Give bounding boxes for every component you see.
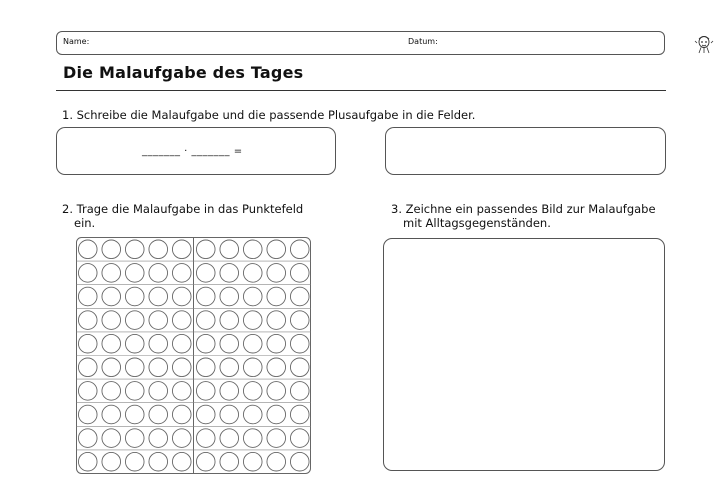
dot-circle[interactable] bbox=[290, 429, 309, 448]
dot-circle[interactable] bbox=[290, 334, 309, 353]
dot-circle[interactable] bbox=[267, 334, 286, 353]
dot-circle[interactable] bbox=[290, 311, 309, 330]
dot-circle[interactable] bbox=[290, 452, 309, 471]
task-2-instruction bbox=[62, 202, 303, 230]
dot-circle[interactable] bbox=[149, 382, 168, 401]
dot-field[interactable] bbox=[76, 237, 312, 475]
task-1-instruction: 1. Schreibe die Malaufgabe und die passende Plusaufgabe in die Felder. bbox=[62, 108, 476, 122]
dot-circle[interactable] bbox=[196, 382, 215, 401]
dot-circle[interactable] bbox=[220, 264, 239, 283]
task-3-line-1: 3. Zeichne ein passendes Bild zur Malaufgabe bbox=[391, 202, 656, 216]
dot-circle[interactable] bbox=[102, 334, 121, 353]
dot-circle[interactable] bbox=[78, 311, 97, 330]
dot-circle[interactable] bbox=[243, 452, 262, 471]
dot-circle[interactable] bbox=[125, 311, 144, 330]
dot-circle[interactable] bbox=[149, 452, 168, 471]
task-2-line-1: 2. Trage die Malaufgabe in das Punktefeld bbox=[62, 202, 304, 216]
dot-circle[interactable] bbox=[220, 311, 239, 330]
dot-circle[interactable] bbox=[220, 382, 239, 401]
dot-circle[interactable] bbox=[243, 405, 262, 424]
task-2-line-2: ein. bbox=[74, 216, 96, 230]
mascot-icon bbox=[693, 34, 715, 54]
dot-circle[interactable] bbox=[149, 240, 168, 259]
drawing-area[interactable] bbox=[383, 238, 665, 471]
dot-circle[interactable] bbox=[172, 405, 191, 424]
dot-circle[interactable] bbox=[267, 452, 286, 471]
name-label: Name: bbox=[63, 37, 90, 46]
dot-circle[interactable] bbox=[196, 358, 215, 377]
dot-circle[interactable] bbox=[149, 358, 168, 377]
dot-circle[interactable] bbox=[125, 452, 144, 471]
dot-circle[interactable] bbox=[149, 429, 168, 448]
dot-circle[interactable] bbox=[172, 287, 191, 306]
date-label: Datum: bbox=[408, 37, 438, 46]
dot-circle[interactable] bbox=[220, 358, 239, 377]
dot-circle[interactable] bbox=[172, 429, 191, 448]
dot-circle[interactable] bbox=[267, 405, 286, 424]
dot-circle[interactable] bbox=[290, 240, 309, 259]
dot-circle[interactable] bbox=[290, 287, 309, 306]
dot-circle[interactable] bbox=[125, 264, 144, 283]
dot-circle[interactable] bbox=[125, 358, 144, 377]
dot-circle[interactable] bbox=[125, 334, 144, 353]
header-box bbox=[56, 31, 665, 55]
dot-circle[interactable] bbox=[172, 264, 191, 283]
dot-circle[interactable] bbox=[125, 287, 144, 306]
addition-answer-box[interactable] bbox=[385, 127, 666, 175]
dot-circle[interactable] bbox=[267, 311, 286, 330]
dot-circle[interactable] bbox=[267, 429, 286, 448]
dot-circle[interactable] bbox=[78, 334, 97, 353]
dot-circle[interactable] bbox=[102, 452, 121, 471]
dot-circle[interactable] bbox=[196, 429, 215, 448]
dot-circle[interactable] bbox=[267, 382, 286, 401]
dot-circle[interactable] bbox=[149, 334, 168, 353]
dot-circle[interactable] bbox=[220, 287, 239, 306]
dot-circle[interactable] bbox=[267, 264, 286, 283]
dot-circle[interactable] bbox=[125, 405, 144, 424]
dot-circle[interactable] bbox=[102, 405, 121, 424]
dot-circle[interactable] bbox=[243, 287, 262, 306]
page-title: Die Malaufgabe des Tages bbox=[63, 63, 304, 82]
dot-circle[interactable] bbox=[267, 358, 286, 377]
dot-circle[interactable] bbox=[267, 287, 286, 306]
dot-circle[interactable] bbox=[149, 405, 168, 424]
dot-circle[interactable] bbox=[290, 382, 309, 401]
dot-circle[interactable] bbox=[243, 358, 262, 377]
dot-circle[interactable] bbox=[78, 382, 97, 401]
dot-circle[interactable] bbox=[220, 334, 239, 353]
dot-circle[interactable] bbox=[220, 405, 239, 424]
dot-circle[interactable] bbox=[243, 240, 262, 259]
dot-circle[interactable] bbox=[243, 429, 262, 448]
dot-circle[interactable] bbox=[78, 429, 97, 448]
task-3-instruction bbox=[391, 202, 656, 230]
dot-circle[interactable] bbox=[172, 382, 191, 401]
dot-circle[interactable] bbox=[102, 358, 121, 377]
dot-circle[interactable] bbox=[196, 240, 215, 259]
title-divider bbox=[56, 90, 666, 91]
dot-circle[interactable] bbox=[78, 405, 97, 424]
dot-circle[interactable] bbox=[78, 264, 97, 283]
dot-circle[interactable] bbox=[196, 334, 215, 353]
dot-circle[interactable] bbox=[125, 382, 144, 401]
dot-circle[interactable] bbox=[290, 358, 309, 377]
dot-circle[interactable] bbox=[102, 240, 121, 259]
dot-circle[interactable] bbox=[78, 358, 97, 377]
dot-circle[interactable] bbox=[196, 264, 215, 283]
dot-circle[interactable] bbox=[243, 382, 262, 401]
dot-circle[interactable] bbox=[196, 405, 215, 424]
dot-circle[interactable] bbox=[102, 311, 121, 330]
dot-circle[interactable] bbox=[78, 240, 97, 259]
dot-circle[interactable] bbox=[220, 452, 239, 471]
dot-circle[interactable] bbox=[267, 240, 286, 259]
dot-circle[interactable] bbox=[125, 429, 144, 448]
dot-circle[interactable] bbox=[220, 429, 239, 448]
dot-circle[interactable] bbox=[149, 311, 168, 330]
dot-circle[interactable] bbox=[102, 429, 121, 448]
task-3-line-2: mit Alltagsgegenständen. bbox=[403, 216, 551, 230]
dot-circle[interactable] bbox=[172, 334, 191, 353]
dot-circle[interactable] bbox=[125, 240, 144, 259]
dot-circle[interactable] bbox=[149, 287, 168, 306]
equation-template: _______ · _______ = bbox=[142, 146, 243, 157]
dot-circle[interactable] bbox=[78, 287, 97, 306]
dot-circle[interactable] bbox=[196, 287, 215, 306]
dot-circle[interactable] bbox=[172, 358, 191, 377]
dot-circle[interactable] bbox=[196, 311, 215, 330]
multiplication-answer-box[interactable] bbox=[56, 127, 336, 175]
dot-circle[interactable] bbox=[102, 264, 121, 283]
dot-circle[interactable] bbox=[78, 452, 97, 471]
dot-circle[interactable] bbox=[290, 405, 309, 424]
dot-circle[interactable] bbox=[290, 264, 309, 283]
dot-circle[interactable] bbox=[172, 240, 191, 259]
dot-circle[interactable] bbox=[102, 287, 121, 306]
dot-circle[interactable] bbox=[243, 311, 262, 330]
dot-circle[interactable] bbox=[172, 311, 191, 330]
dot-circle[interactable] bbox=[196, 452, 215, 471]
dot-circle[interactable] bbox=[102, 382, 121, 401]
dot-circle[interactable] bbox=[243, 264, 262, 283]
dot-circle[interactable] bbox=[220, 240, 239, 259]
dot-circle[interactable] bbox=[243, 334, 262, 353]
dot-circle[interactable] bbox=[172, 452, 191, 471]
dot-circle[interactable] bbox=[149, 264, 168, 283]
